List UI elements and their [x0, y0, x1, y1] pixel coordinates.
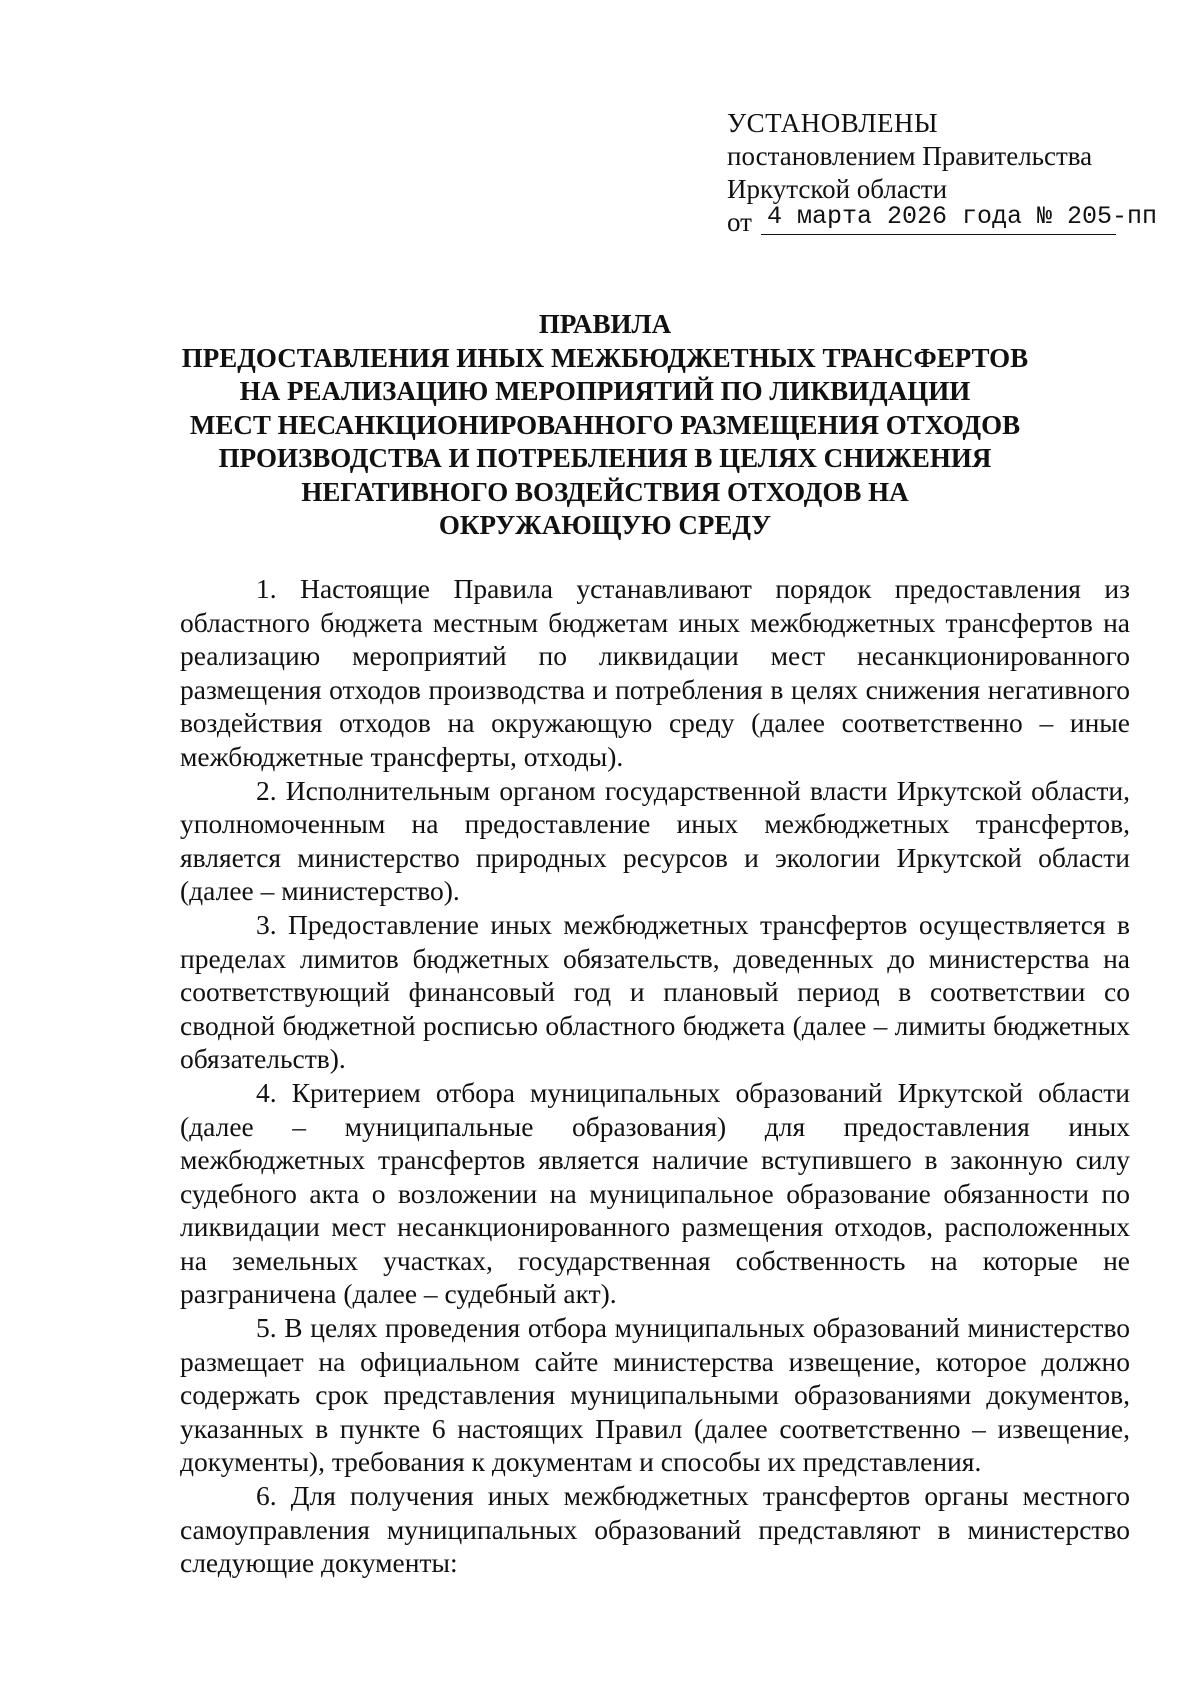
approval-date-value: 4 марта 2026 года № 205-пп — [767, 202, 1158, 231]
approval-stamp — [727, 107, 1158, 242]
heading-line: МЕСТ НЕСАНКЦИОНИРОВАННОГО РАЗМЕЩЕНИЯ ОТХОДОВ — [189, 409, 1021, 440]
approval-line-2: Иркутской области — [727, 174, 948, 204]
paragraph-5: 5. В целях проведения отбора муниципальных образований министерство размещает на официальном сайте министерства извещение, которое должно содержать срок представления муниципальными образованиями документов, указанных в пункте 6 настоящих Правил (далее соответственно – извещение, документы), требования к документам и способы их представления. — [180, 1312, 1130, 1478]
approval-date-row — [727, 202, 1158, 242]
approval-date-field — [761, 200, 1158, 235]
document-body — [180, 572, 1130, 1580]
paragraph-1: 1. Настоящие Правила устанавливают порядок предоставления из областного бюджета местным бюджетам иных межбюджетных трансфертов на реализацию мероприятий по ликвидации мест несанкционированного размещения отходов производства и потребления в целях снижения негативного воздействия отходов на окружающую среду (далее соответственно – иные межбюджетные трансферты, отходы). — [180, 573, 1130, 772]
approval-line-1: постановлением Правительства — [727, 141, 1093, 171]
heading-line: ПРОИЗВОДСТВА И ПОТРЕБЛЕНИЯ В ЦЕЛЯХ СНИЖЕНИЯ — [218, 443, 992, 473]
paragraph-2: 2. Исполнительным органом государственной власти Иркутской области, уполномоченным на предоставление иных межбюджетных трансфертов, является министерство природных ресурсов и экологии Иркутской области (далее – министерство). — [180, 774, 1130, 907]
approval-date-prefix: от — [727, 207, 752, 237]
heading-line: ПРАВИЛА — [538, 309, 672, 339]
heading-line: ПРЕДОСТАВЛЕНИЯ ИНЫХ МЕЖБЮДЖЕТНЫХ ТРАНСФЕРТОВ — [181, 342, 1029, 373]
heading-line: НЕГАТИВНОГО ВОЗДЕЙСТВИЯ ОТХОДОВ НА — [301, 476, 909, 507]
paragraph-4: 4. Критерием отбора муниципальных образований Иркутской области (далее – муниципальные образования) для предоставления иных межбюджетных трансфертов является наличие вступившего в законную силу судебного акта о возложении на муниципальное образование обязанности по ликвидации мест несанкционированного размещения отходов, расположенных на земельных участках, государственная собственность на которые не разграничена (далее – судебный акт). — [180, 1076, 1130, 1310]
heading-line: НА РЕАЛИЗАЦИЮ МЕРОПРИЯТИЙ ПО ЛИКВИДАЦИИ — [239, 376, 971, 406]
paragraph-3: 3. Предоставление иных межбюджетных трансфертов осуществляется в пределах лимитов бюджетных обязательств, доведенных до министерства на соответствующий финансовый год и плановый период в соответствии со сводной бюджетной росписью областного бюджета (далее – лимиты бюджетных обязательств). — [180, 908, 1130, 1075]
paragraph-6: 6. Для получения иных межбюджетных трансфертов органы местного самоуправления муниципальных образований представляют в министерство следующие документы: — [180, 1480, 1130, 1579]
document-heading — [175, 308, 1035, 543]
approval-title: УСТАНОВЛЕНЫ — [727, 108, 939, 138]
heading-line: ОКРУЖАЮЩУЮ СРЕДУ — [438, 510, 772, 540]
